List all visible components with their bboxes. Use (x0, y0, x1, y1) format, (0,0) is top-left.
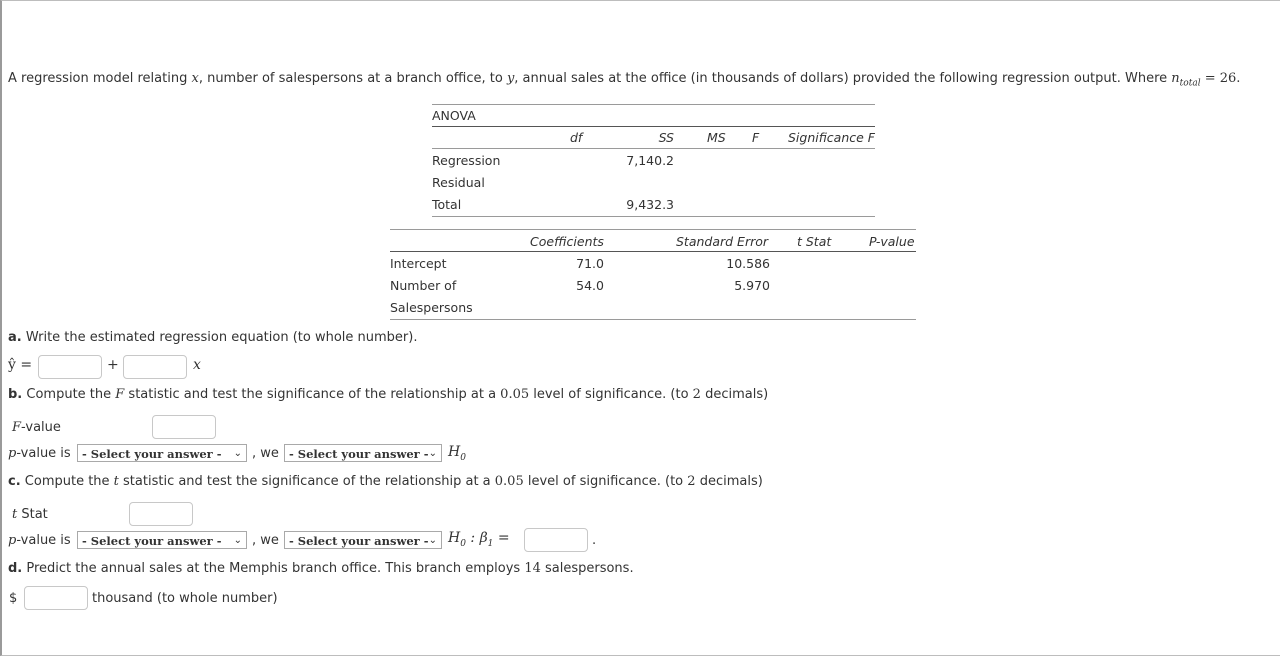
part-b-prompt (8, 387, 768, 402)
part-b-text: Compute the (22, 387, 116, 402)
coef-row-se: 10.586 (726, 256, 770, 271)
anova-row-ss: 7,140.2 (626, 153, 674, 168)
select-placeholder: - Select your answer - (82, 534, 222, 548)
part-b-text: decimals) (700, 387, 769, 402)
coef-header-se: Standard Error (676, 234, 769, 249)
intro-part: , number of salespersons at a branch office, to (198, 71, 507, 86)
h0-letter: H (448, 444, 461, 460)
var-p: p (8, 533, 17, 548)
part-c-letter: c. (8, 474, 21, 489)
coef-header-coef: Coefficients (530, 234, 604, 249)
var-x: x (191, 71, 199, 86)
coef-row-label: Intercept (390, 256, 447, 271)
anova-header-df: df (570, 130, 583, 145)
coef-header-p: P-value (869, 234, 915, 249)
f-value-label (12, 420, 61, 435)
alpha-value: 0.05 (500, 387, 530, 402)
chevron-down-icon: ⌄ (428, 535, 437, 546)
chevron-down-icon: ⌄ (233, 448, 242, 459)
anova-row-label: Residual (432, 175, 485, 190)
decision-select-b[interactable] (284, 444, 442, 462)
t-stat-input[interactable] (129, 502, 193, 526)
part-d-text: Predict the annual sales at the Memphis branch office. This branch employs (22, 561, 525, 576)
part-c-prompt (8, 474, 763, 489)
select-placeholder: - Select your answer - (82, 447, 222, 461)
anova-bottom-rule (432, 216, 875, 217)
var-t: t (12, 507, 18, 522)
anova-header-ss: SS (658, 130, 674, 145)
coef-row-se: 5.970 (734, 278, 770, 293)
memphis-sales-input[interactable] (24, 586, 88, 610)
h0-sub: 0 (460, 452, 466, 463)
we-label: , we (252, 446, 279, 461)
chevron-down-icon: ⌄ (233, 535, 242, 546)
decision-select-c[interactable] (284, 531, 442, 549)
coef-row-label: Number of (390, 278, 457, 293)
p-value-label (8, 446, 71, 461)
p-value-label (8, 533, 71, 548)
p-value-text: -value is (16, 446, 71, 461)
h0-beta-label (448, 530, 510, 549)
anova-row-label: Total (432, 197, 462, 212)
alpha-value: 0.05 (494, 474, 524, 489)
part-a-text: Write the estimated regression equation (to whole number). (21, 330, 418, 345)
p-value-text: -value is (16, 533, 71, 548)
t-stat-text: Stat (17, 507, 48, 522)
select-placeholder: - Select your answer - (289, 534, 429, 548)
var-F: F (12, 420, 22, 435)
t-stat-label (12, 507, 48, 522)
intercept-input[interactable] (38, 355, 102, 379)
slope-input[interactable] (123, 355, 187, 379)
coef-top-rule (390, 229, 916, 230)
h0-sub: 0 (460, 538, 466, 549)
intro-text (8, 71, 1240, 89)
anova-top-rule (432, 104, 875, 105)
part-c-text: level of significance. (to (523, 474, 688, 489)
p-value-select-c[interactable] (77, 531, 247, 549)
equals-sign: = (493, 530, 510, 546)
part-c-text: statistic and test the significance of the relationship at a (118, 474, 495, 489)
f-value-text: -value (21, 420, 61, 435)
var-t: t (113, 474, 119, 489)
select-placeholder: - Select your answer - (289, 447, 429, 461)
p-value-select-b[interactable] (77, 444, 247, 462)
part-d-text: salespersons. (540, 561, 634, 576)
anova-header-sig: Significance F (788, 130, 875, 145)
var-F: F (115, 387, 125, 402)
decimals-value: 2 (692, 387, 701, 402)
n-total-sub: total (1179, 78, 1201, 89)
part-d-prompt (8, 561, 634, 576)
coef-bottom-rule (390, 319, 916, 320)
coef-header-t: t Stat (797, 234, 832, 249)
n-total-value: = 26. (1204, 71, 1241, 86)
part-c-text: decimals) (695, 474, 763, 489)
part-b-letter: b. (8, 387, 23, 402)
f-value-input[interactable] (152, 415, 216, 439)
beta-hypothesis-input[interactable] (524, 528, 588, 552)
part-a-prompt (8, 330, 417, 345)
decimals-value: 2 (687, 474, 696, 489)
anova-title: ANOVA (432, 108, 476, 123)
yhat-label: ŷ = (8, 357, 33, 373)
part-b-text: level of significance. (to (529, 387, 693, 402)
intro-part: , annual sales at the office (in thousands of dollars) provided the following regression output. Where (514, 71, 1172, 86)
coef-row-label-2: Salespersons (390, 300, 473, 315)
anova-row-ss: 9,432.3 (626, 197, 674, 212)
h0-letter: H (448, 530, 461, 546)
coef-row-coef: 71.0 (576, 256, 604, 271)
coef-row-coef: 54.0 (576, 278, 604, 293)
chevron-down-icon: ⌄ (428, 448, 437, 459)
beta-label: : β (465, 530, 488, 546)
we-label: , we (252, 533, 279, 548)
anova-header-rule (432, 126, 875, 127)
x-variable: x (193, 357, 201, 373)
beta-sub: 1 (487, 538, 494, 549)
part-a-letter: a. (8, 330, 22, 345)
anova-row-label: Regression (432, 153, 501, 168)
unit-label: thousand (to whole number) (92, 591, 278, 606)
coef-header-rule (390, 251, 916, 252)
intro-part: A regression model relating (8, 71, 192, 86)
n-total-label: n (1171, 71, 1180, 86)
anova-header-ms: MS (707, 130, 726, 145)
var-p: p (8, 446, 17, 461)
anova-header-f: F (752, 130, 760, 145)
plus-sign: + (107, 357, 119, 373)
h0-label (448, 444, 466, 463)
salespersons-count: 14 (524, 561, 541, 576)
part-c-text: Compute the (20, 474, 114, 489)
anova-sub-rule (432, 148, 875, 149)
part-d-letter: d. (8, 561, 23, 576)
dollar-sign: $ (9, 591, 18, 606)
var-y: y (506, 71, 515, 86)
period: . (592, 533, 597, 548)
part-b-text: statistic and test the significance of the relationship at a (124, 387, 501, 402)
